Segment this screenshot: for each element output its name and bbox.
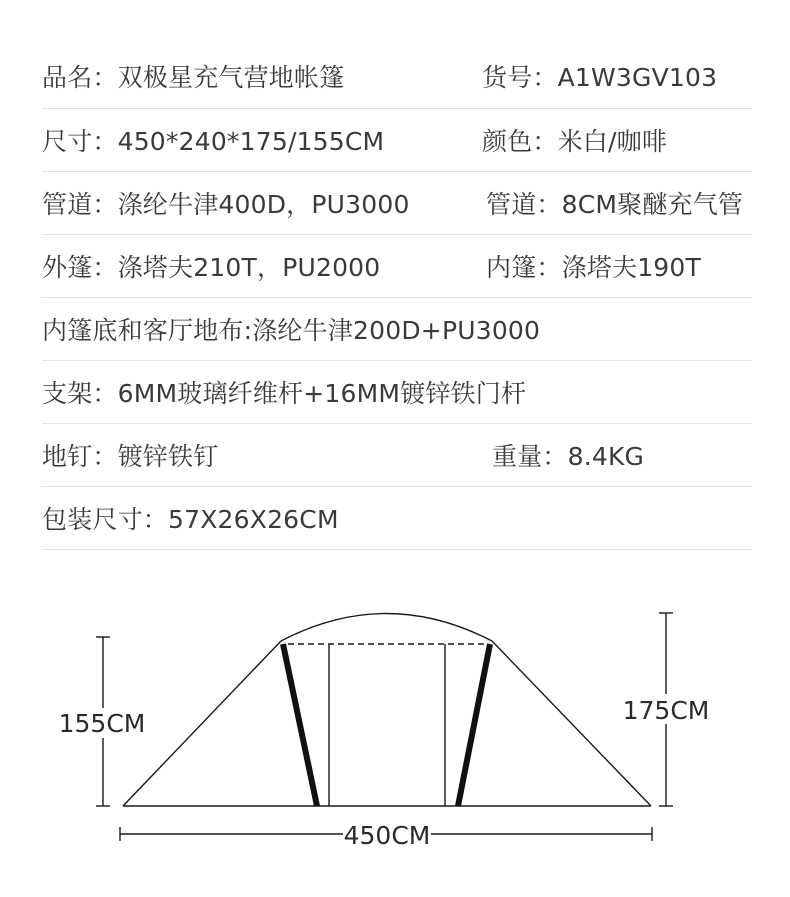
spec-row xyxy=(42,44,752,109)
spec-size: 尺寸：450*240*175/155CM xyxy=(42,127,385,156)
spec-color: 颜色：米白/咖啡 xyxy=(482,127,668,156)
width-label: 450CM xyxy=(343,821,431,850)
spec-row xyxy=(42,361,752,424)
spec-product-name: 品名：双极星充气营地帐篷 xyxy=(42,63,345,92)
inflatable-tube-right xyxy=(458,644,490,806)
spec-row xyxy=(42,424,752,487)
spec-tube-type: 管道：8CM聚醚充气管 xyxy=(486,190,744,219)
spec-table xyxy=(42,44,752,550)
tent-roof-arc xyxy=(281,614,492,642)
spec-row xyxy=(42,298,752,361)
left-height-label: 155CM xyxy=(58,709,146,738)
spec-stakes: 地钉：镀锌铁钉 xyxy=(42,442,219,471)
spec-row xyxy=(42,172,752,235)
spec-floor-material: 内篷底和客厅地布:涤纶牛津200D+PU3000 xyxy=(42,316,541,345)
spec-row xyxy=(42,109,752,172)
inflatable-tube-left xyxy=(283,644,317,806)
spec-inner-tent: 内篷：涤塔夫190T xyxy=(486,253,701,282)
spec-item-number: 货号：A1W3GV103 xyxy=(482,63,718,92)
spec-package-size: 包装尺寸：57X26X26CM xyxy=(42,505,339,534)
spec-row xyxy=(42,487,752,550)
tent-dimension-diagram xyxy=(0,580,790,897)
spec-weight: 重量：8.4KG xyxy=(492,442,645,471)
spec-outer-tent: 外篷：涤塔夫210T，PU2000 xyxy=(42,253,381,282)
spec-poles: 支架：6MM玻璃纤维杆+16MM镀锌铁门杆 xyxy=(42,379,527,408)
tent-outline xyxy=(123,641,281,806)
right-height-label: 175CM xyxy=(622,696,710,725)
spec-tube-material: 管道：涤纶牛津400D，PU3000 xyxy=(42,190,410,219)
spec-row xyxy=(42,235,752,298)
